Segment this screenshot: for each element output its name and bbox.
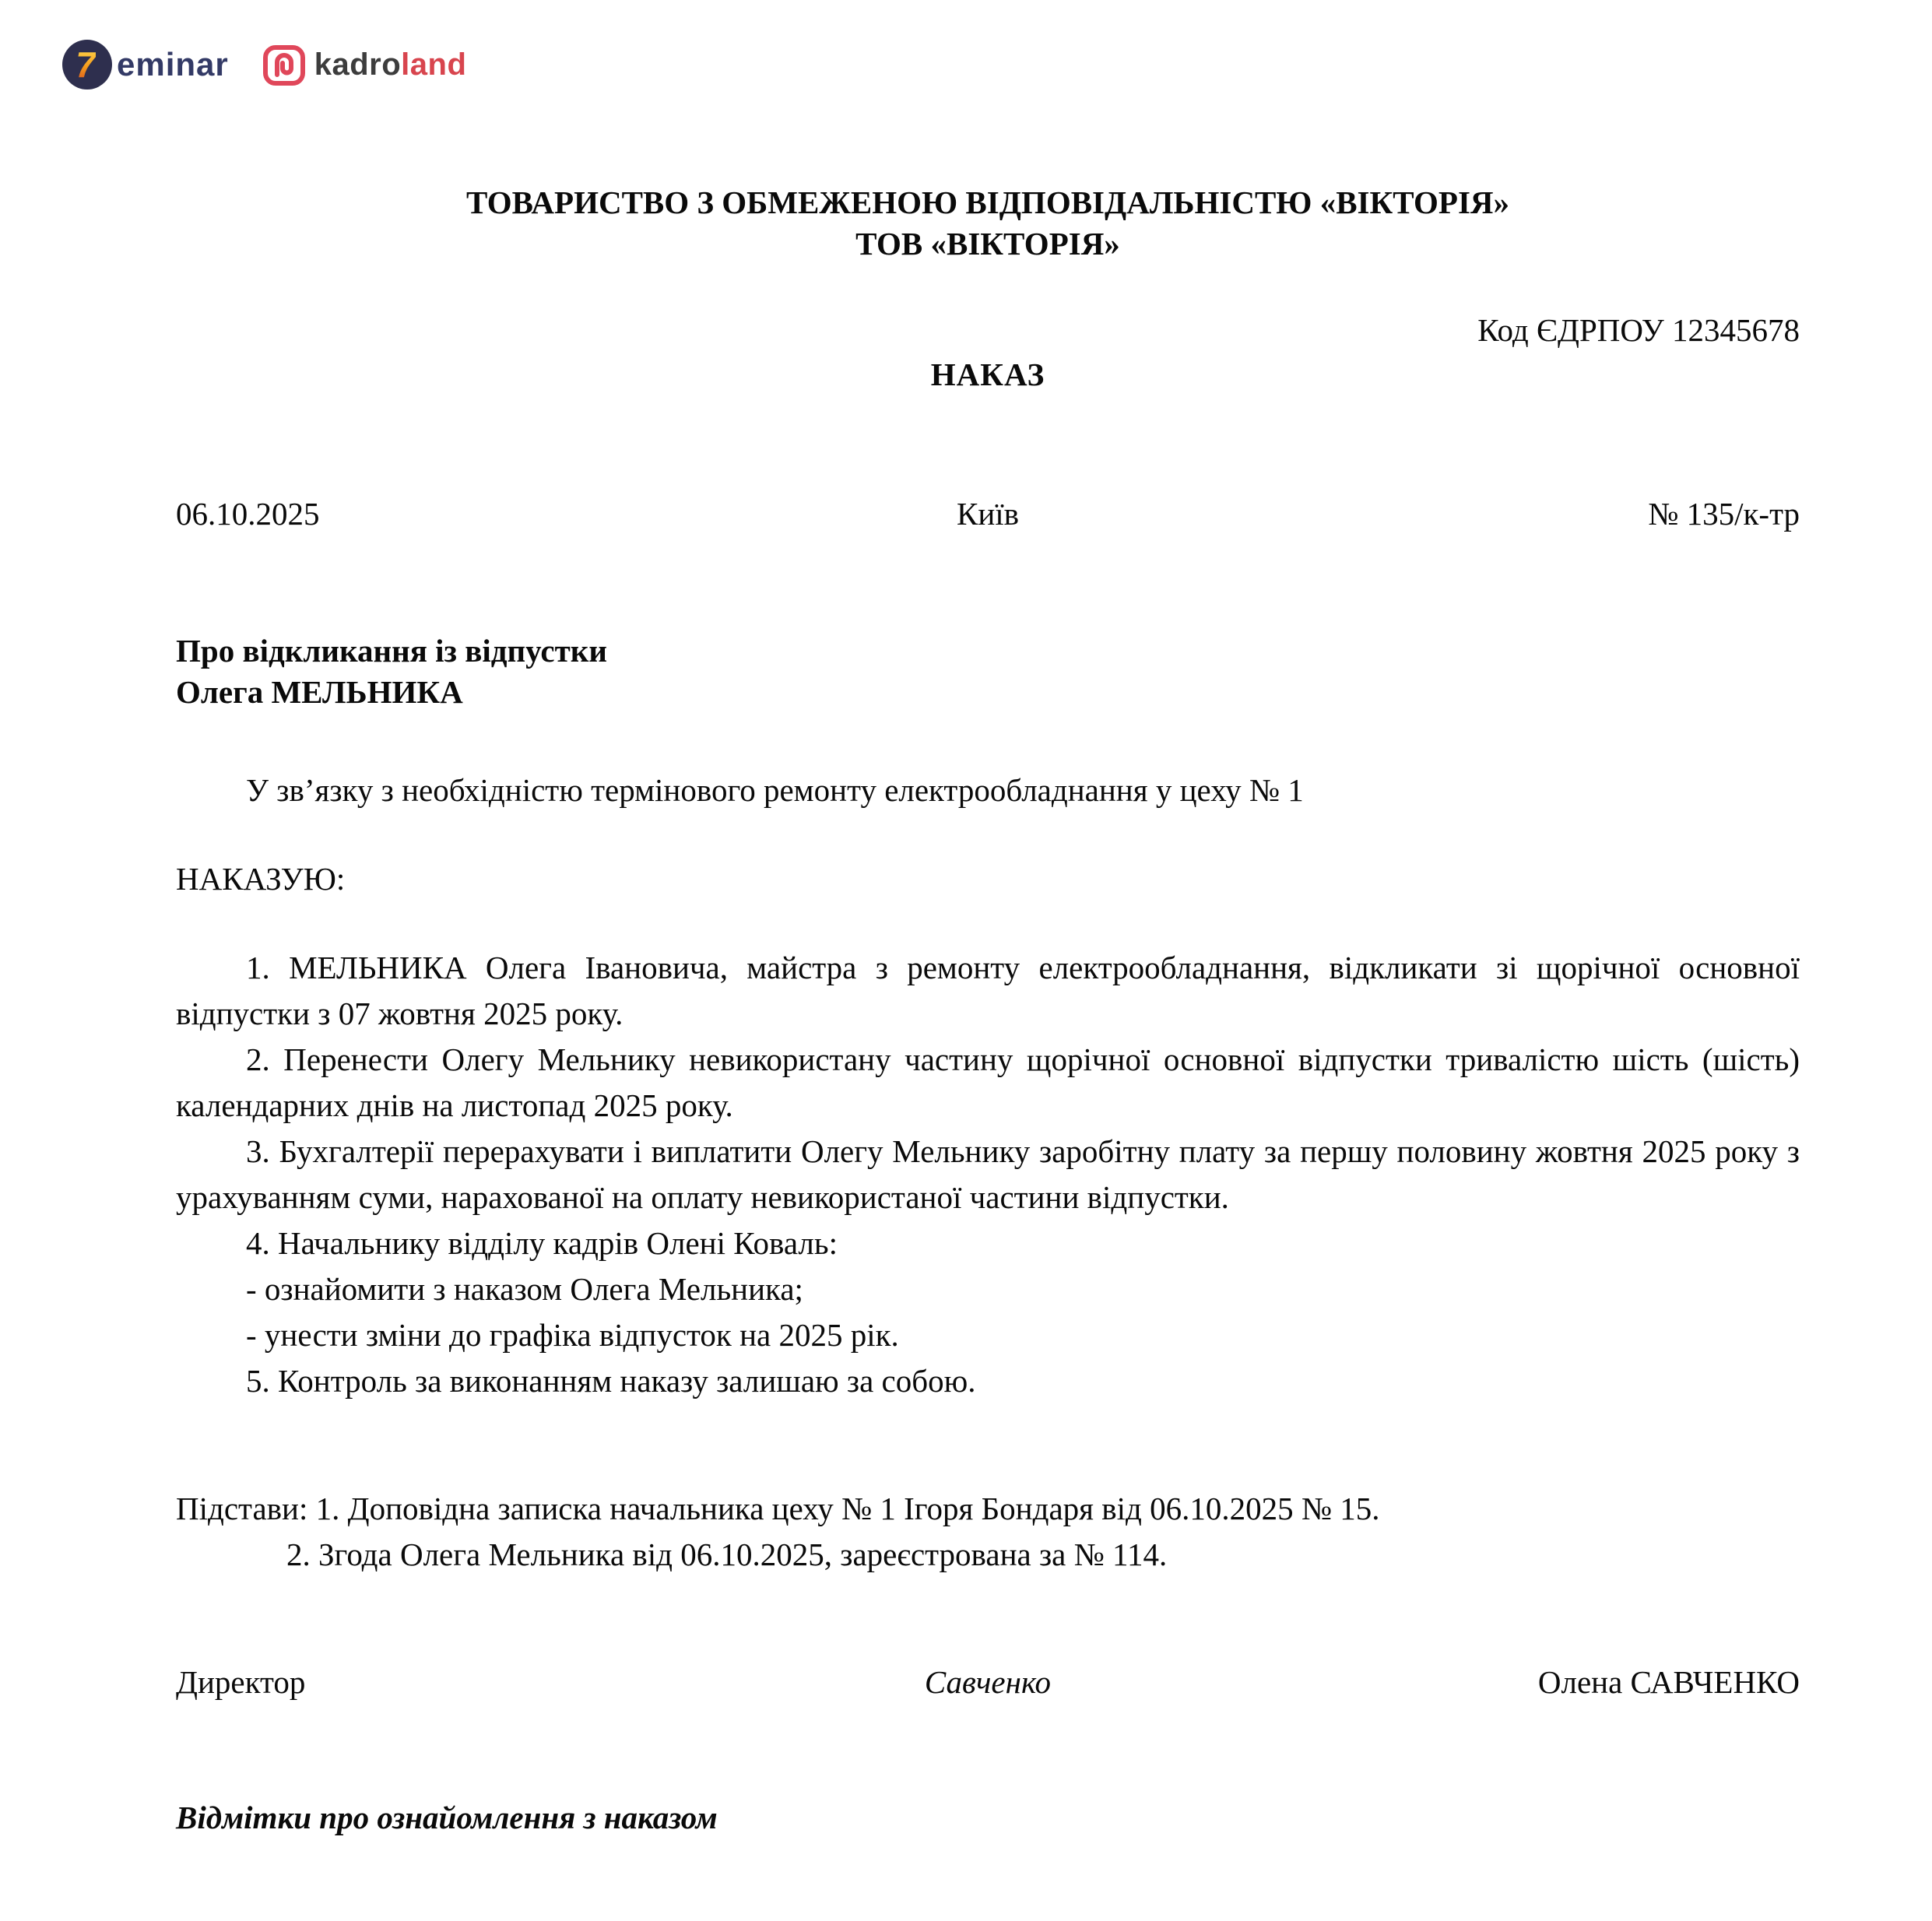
- edrpou-code: Код ЄДРПОУ 12345678: [1477, 312, 1800, 348]
- seminar-logo: [62, 40, 229, 90]
- grounds-block: [176, 1486, 1800, 1578]
- doc-city: Київ: [956, 496, 1020, 532]
- order-item-4: 4. Начальнику відділу кадрів Олені Коваль:: [246, 1225, 838, 1261]
- seminar-logo-icon: [62, 40, 112, 90]
- signature-facsimile: Савченко: [924, 1664, 1052, 1700]
- signature-row: [176, 1663, 1800, 1702]
- document-type-title: НАКАЗ: [930, 356, 1045, 392]
- kadroland-text-dark: kadro: [314, 47, 402, 82]
- company-name-short: ТОВ «ВІКТОРІЯ»: [855, 226, 1120, 262]
- subject-line2: Олега МЕЛЬНИКА: [176, 674, 463, 710]
- grounds-line-1: Підстави: 1. Доповідна записка начальника цеху № 1 Ігоря Бондаря від 06.10.2025 № 15.: [176, 1491, 1380, 1526]
- preamble-paragraph: У зв’язку з необхідністю термінового ремонту електрообладнання у цеху № 1: [246, 772, 1304, 808]
- kadroland-logo-text: [314, 47, 467, 83]
- order-item-5: 5. Контроль за виконанням наказу залишаю за собою.: [246, 1363, 976, 1399]
- doc-date: 06.10.2025: [176, 496, 320, 532]
- logo-bar: [62, 39, 1800, 90]
- subject-line1: Про відкликання із відпустки: [176, 633, 607, 669]
- order-item-4-sub-1: - ознайомити з наказом Олега Мельника;: [246, 1271, 803, 1307]
- order-items: [176, 945, 1800, 1404]
- kadroland-text-red: land: [401, 47, 467, 82]
- seminar-logo-seven: 7: [76, 44, 96, 85]
- grounds-line-2: 2. Згода Олега Мельника від 06.10.2025, зареєстрована за № 114.: [286, 1536, 1168, 1572]
- order-item-2: 2. Перенести Олегу Мельнику невикористану частину щорічної основної відпустки тривалістю шість (шість) календарних днів на листопад 2025 року.: [176, 1041, 1800, 1123]
- subject-heading: [176, 630, 1800, 713]
- order-item-3: 3. Бухгалтерії перерахувати і виплатити Олегу Мельнику заробітну плату за першу половину жовтня 2025 року з урахуванням суми, нарахованої на оплату невикористаної частини відпустки.: [176, 1133, 1800, 1215]
- order-item-4-sub-2: - унести зміни до графіка відпусток на 2025 рік.: [246, 1317, 899, 1353]
- kadroland-logo: [262, 42, 467, 87]
- signer-full-name: Олена САВЧЕНКО: [1537, 1664, 1800, 1700]
- kadroland-paperclip-icon: [262, 42, 307, 87]
- document-content: [176, 182, 1800, 1837]
- order-word: НАКАЗУЮ:: [176, 861, 346, 897]
- signer-position: Директор: [176, 1664, 306, 1700]
- company-name-full: ТОВАРИСТВО З ОБМЕЖЕНОЮ ВІДПОВІДАЛЬНІСТЮ «ВІКТОРІЯ»: [465, 184, 1510, 220]
- meta-row: [176, 495, 1800, 533]
- order-item-1: 1. МЕЛЬНИКА Олега Івановича, майстра з ремонту електрообладнання, відкликати зі щорічної основної відпустки з 07 жовтня 2025 року.: [176, 950, 1800, 1031]
- doc-number: № 135/к-тр: [1648, 496, 1800, 532]
- acknowledgement-note: Відмітки про ознайомлення з наказом: [176, 1800, 718, 1835]
- seminar-logo-text: eminar: [117, 46, 229, 83]
- company-name: [176, 182, 1800, 265]
